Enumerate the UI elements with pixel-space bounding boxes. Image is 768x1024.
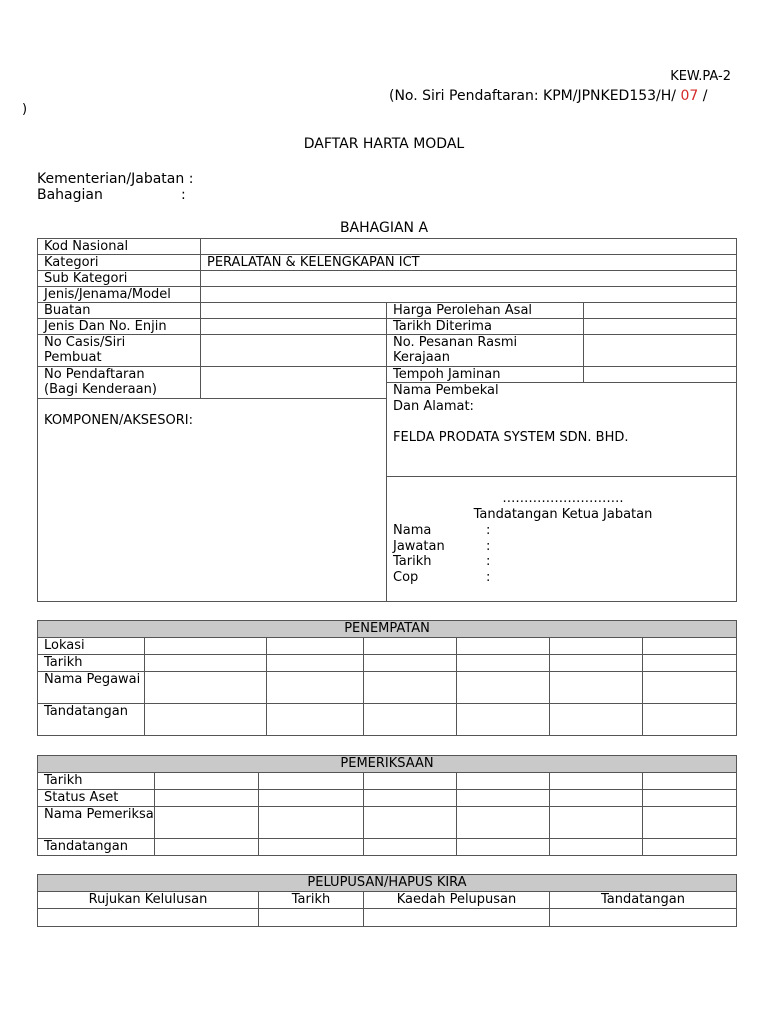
pemeriksaan-cell xyxy=(643,839,737,856)
penempatan-tarikh-label: Tarikh xyxy=(38,655,145,672)
signature-dots: ………………………. xyxy=(502,491,624,506)
penempatan-cell xyxy=(457,655,550,672)
siri-close: ) xyxy=(22,102,28,117)
penempatan-cell xyxy=(643,704,737,736)
col-rujukan-kelulusan: Rujukan Kelulusan xyxy=(38,892,259,909)
pelupusan-cell xyxy=(550,909,737,927)
pemeriksaan-cell xyxy=(259,839,364,856)
penempatan-cell xyxy=(145,672,267,704)
pemeriksaan-cell xyxy=(155,790,259,807)
asset-details-table xyxy=(37,238,737,602)
pesanan-rasmi-label xyxy=(387,335,584,367)
pelupusan-title: PELUPUSAN/HAPUS KIRA xyxy=(38,875,737,892)
sig-cop-label: Cop xyxy=(393,570,419,585)
sig-nama-colon: : xyxy=(486,523,491,538)
pemeriksaan-nama-label: Nama Pemeriksa xyxy=(38,807,155,839)
penempatan-cell xyxy=(364,638,457,655)
harga-perolehan-value xyxy=(584,303,737,319)
penempatan-cell xyxy=(145,638,267,655)
sig-jawatan-label: Jawatan xyxy=(393,539,445,554)
penempatan-cell xyxy=(267,655,364,672)
pesanan-line-1: No. Pesanan Rasmi xyxy=(393,335,518,350)
penempatan-title: PENEMPATAN xyxy=(38,621,737,638)
sig-jawatan-colon: : xyxy=(486,539,491,554)
signature-block xyxy=(387,477,737,602)
pemeriksaan-tarikh-label: Tarikh xyxy=(38,773,155,790)
bahagian-label: Bahagian xyxy=(37,187,103,203)
section-a-title: BAHAGIAN A xyxy=(339,220,429,236)
form-code: KEW.PA-2 xyxy=(670,69,731,84)
siri-number: 07 xyxy=(680,88,699,104)
sig-cop-colon: : xyxy=(486,570,491,585)
penempatan-cell xyxy=(550,672,643,704)
sig-tarikh-label: Tarikh xyxy=(393,554,432,569)
siri-prefix: (No. Siri Pendaftaran: KPM/JPNKED153/H/ xyxy=(389,88,681,104)
pemeriksaan-cell xyxy=(259,773,364,790)
tarikh-diterima-value xyxy=(584,319,737,335)
tempoh-jaminan-value xyxy=(584,367,737,383)
pesanan-line-2: Kerajaan xyxy=(393,350,450,365)
pemeriksaan-cell xyxy=(457,807,550,839)
kod-nasional-label: Kod Nasional xyxy=(38,239,201,255)
no-casis-line-2: Pembuat xyxy=(44,350,102,365)
pelupusan-cell xyxy=(38,909,259,927)
penempatan-cell xyxy=(364,655,457,672)
no-pendaftaran-label xyxy=(38,367,201,399)
kod-nasional-value xyxy=(201,239,737,255)
pemeriksaan-cell xyxy=(364,790,457,807)
pembekal-value: FELDA PRODATA SYSTEM SDN. BHD. xyxy=(393,429,629,445)
pemeriksaan-cell xyxy=(364,839,457,856)
penempatan-cell xyxy=(550,704,643,736)
penempatan-cell xyxy=(364,704,457,736)
penempatan-cell xyxy=(457,704,550,736)
penempatan-cell xyxy=(145,704,267,736)
pemeriksaan-table xyxy=(37,755,737,856)
col-tarikh: Tarikh xyxy=(259,892,364,909)
penempatan-cell xyxy=(145,655,267,672)
pemeriksaan-cell xyxy=(457,790,550,807)
pemeriksaan-status-label: Status Aset xyxy=(38,790,155,807)
siri-pendaftaran xyxy=(389,88,707,104)
penempatan-cell xyxy=(643,672,737,704)
penempatan-lokasi-label: Lokasi xyxy=(38,638,145,655)
pemeriksaan-cell xyxy=(155,839,259,856)
pembekal-label-top: Nama Pembekal xyxy=(387,383,737,399)
sig-nama-label: Nama xyxy=(393,523,432,538)
sub-kategori-value xyxy=(201,271,737,287)
pelupusan-cell xyxy=(259,909,364,927)
pemeriksaan-cell xyxy=(457,773,550,790)
kategori-label: Kategori xyxy=(38,255,201,271)
tarikh-diterima-label: Tarikh Diterima xyxy=(387,319,584,335)
siri-suffix: / xyxy=(698,88,708,104)
sig-tarikh-colon: : xyxy=(486,554,491,569)
pemeriksaan-cell xyxy=(550,807,643,839)
penempatan-cell xyxy=(550,638,643,655)
no-pendaftaran-value xyxy=(201,367,387,399)
pemeriksaan-cell xyxy=(457,839,550,856)
penempatan-cell xyxy=(457,672,550,704)
col-tandatangan: Tandatangan xyxy=(550,892,737,909)
pemeriksaan-tandatangan-label: Tandatangan xyxy=(38,839,155,856)
sub-kategori-label: Sub Kategori xyxy=(38,271,201,287)
buatan-value xyxy=(201,303,387,319)
kementerian-label: Kementerian/Jabatan : xyxy=(37,171,194,187)
penempatan-table xyxy=(37,620,737,736)
penempatan-cell xyxy=(643,638,737,655)
pemeriksaan-cell xyxy=(550,839,643,856)
pemeriksaan-cell xyxy=(364,773,457,790)
tandatangan-ketua: Tandatangan Ketua Jabatan xyxy=(473,507,653,522)
penempatan-cell xyxy=(457,638,550,655)
pembekal-cell xyxy=(387,399,737,477)
bahagian-colon: : xyxy=(181,187,186,203)
kategori-value: PERALATAN & KELENGKAPAN ICT xyxy=(201,255,737,271)
jenis-jenama-label: Jenis/Jenama/Model xyxy=(38,287,201,303)
pemeriksaan-cell xyxy=(259,790,364,807)
pemeriksaan-cell xyxy=(364,807,457,839)
jenis-enjin-label: Jenis Dan No. Enjin xyxy=(38,319,201,335)
penempatan-cell xyxy=(267,704,364,736)
no-casis-label xyxy=(38,335,201,367)
penempatan-cell xyxy=(550,655,643,672)
penempatan-cell xyxy=(267,638,364,655)
pemeriksaan-cell xyxy=(259,807,364,839)
komponen-aksesori-cell xyxy=(38,399,387,602)
no-pendaftaran-line-1: No Pendaftaran xyxy=(44,367,145,382)
penempatan-cell xyxy=(364,672,457,704)
pembekal-line-2: Dan Alamat: xyxy=(393,398,474,414)
no-pendaftaran-line-2: (Bagi Kenderaan) xyxy=(44,382,157,397)
jenis-enjin-value xyxy=(201,319,387,335)
col-kaedah-pelupusan: Kaedah Pelupusan xyxy=(364,892,550,909)
harga-perolehan-label: Harga Perolehan Asal xyxy=(387,303,584,319)
pelupusan-cell xyxy=(364,909,550,927)
penempatan-cell xyxy=(643,655,737,672)
pemeriksaan-cell xyxy=(550,773,643,790)
tempoh-jaminan-label: Tempoh Jaminan xyxy=(387,367,584,383)
buatan-label: Buatan xyxy=(38,303,201,319)
no-casis-value xyxy=(201,335,387,367)
pesanan-rasmi-value xyxy=(584,335,737,367)
jenis-jenama-value xyxy=(201,287,737,303)
pemeriksaan-cell xyxy=(643,773,737,790)
pemeriksaan-cell xyxy=(155,773,259,790)
pemeriksaan-title: PEMERIKSAAN xyxy=(38,756,737,773)
pemeriksaan-cell xyxy=(155,807,259,839)
penempatan-nama-label: Nama Pegawai xyxy=(38,672,145,704)
pelupusan-table xyxy=(37,874,737,927)
penempatan-tandatangan-label: Tandatangan xyxy=(38,704,145,736)
komponen-label: KOMPONEN/AKSESORI: xyxy=(44,413,193,428)
page-title: DAFTAR HARTA MODAL xyxy=(303,136,465,152)
pemeriksaan-cell xyxy=(643,790,737,807)
pemeriksaan-cell xyxy=(550,790,643,807)
pemeriksaan-cell xyxy=(643,807,737,839)
penempatan-cell xyxy=(267,672,364,704)
no-casis-line-1: No Casis/Siri xyxy=(44,335,126,350)
